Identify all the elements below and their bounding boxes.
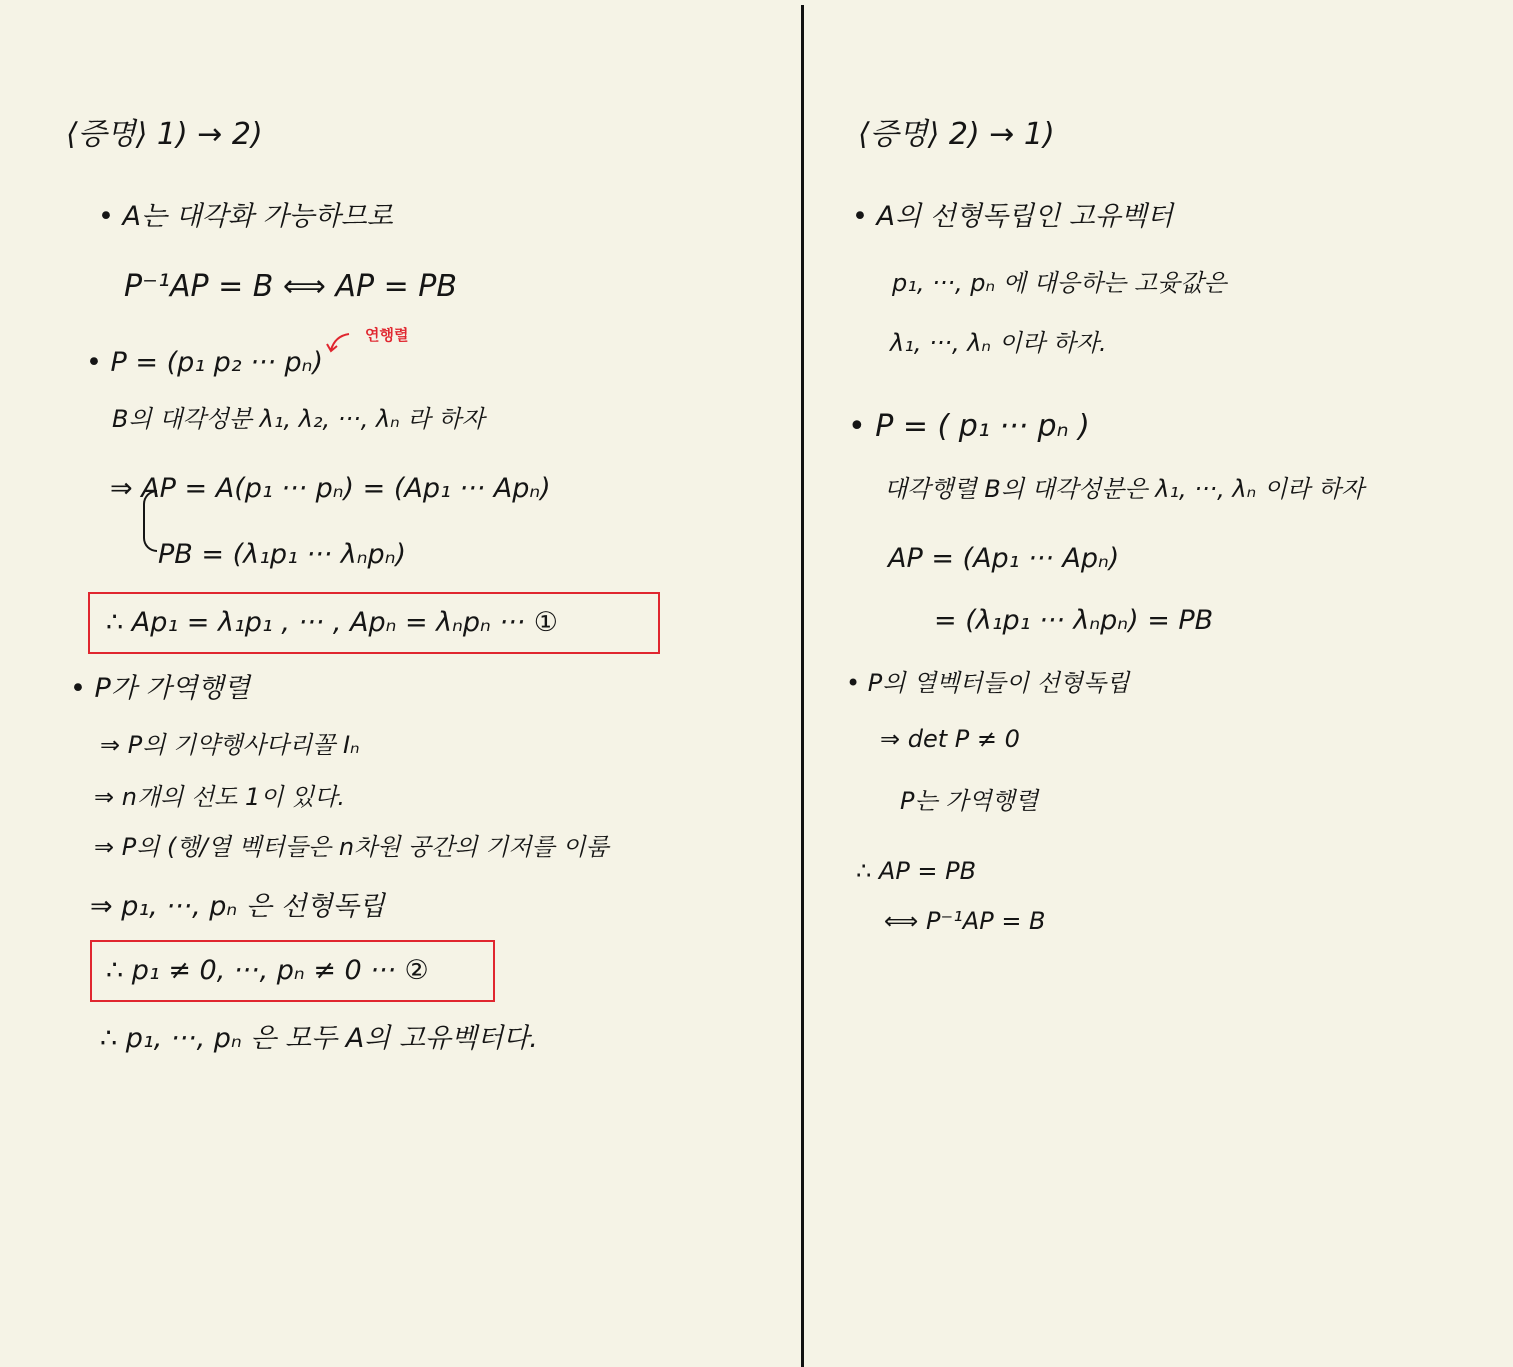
left-line-12: ∴ p₁, ···, pₙ 은 모두 A의 고유벡터다.	[100, 1023, 538, 1054]
right-line-9: ⇒ det P ≠ 0	[880, 725, 1020, 753]
box2-text: ∴ p₁ ≠ 0, ···, pₙ ≠ 0 ··· ②	[106, 955, 429, 986]
right-line-7: = (λ₁p₁ ··· λₙpₙ) = PB	[934, 605, 1214, 636]
annotation-arrow-icon	[325, 330, 355, 354]
right-line-12: ⟺ P⁻¹AP = B	[884, 907, 1046, 935]
left-line-1: • A는 대각화 가능하므로	[98, 201, 393, 232]
right-line-10: P는 가역행렬	[900, 787, 1039, 815]
right-line-6: AP = (Ap₁ ··· Apₙ)	[888, 543, 1120, 574]
left-line-4: B의 대각성분 λ₁, λ₂, ···, λₙ 라 하자	[112, 405, 485, 433]
right-line-5: 대각행렬 B의 대각성분은 λ₁, ···, λₙ 이라 하자	[884, 475, 1365, 503]
left-line-11: ⇒ p₁, ···, pₙ 은 선형독립	[90, 891, 385, 922]
column-divider	[801, 5, 804, 1367]
right-line-4: • P = ( p₁ ··· pₙ )	[848, 409, 1090, 444]
left-line-5: ⇒ AP = A(p₁ ··· pₙ) = (Ap₁ ··· Apₙ)	[110, 473, 551, 504]
left-line-7: • P가 가역행렬	[70, 673, 250, 704]
right-line-3: λ₁, ···, λₙ 이라 하자.	[890, 329, 1107, 357]
right-line-11: ∴ AP = PB	[856, 857, 977, 885]
brace-icon	[143, 490, 157, 552]
right-line-8: • P의 열벡터들이 선형독립	[846, 669, 1130, 697]
left-line-9: ⇒ n개의 선도 1이 있다.	[94, 783, 346, 811]
right-line-1: • A의 선형독립인 고유벡터	[852, 201, 1173, 232]
left-line-10: ⇒ P의 (행/열 벡터들은 n차원 공간의 기저를 이룸	[94, 833, 609, 861]
right-heading: ⟨증명⟩ 2) → 1)	[858, 117, 1055, 152]
highlight-box-1	[88, 592, 660, 654]
left-line-8: ⇒ P의 기약행사다리꼴 Iₙ	[100, 731, 360, 759]
annotation-note: 연행렬	[365, 326, 409, 344]
left-heading: ⟨증명⟩ 1) → 2)	[66, 117, 263, 152]
left-line-6: PB = (λ₁p₁ ··· λₙpₙ)	[158, 539, 406, 570]
left-line-2: P⁻¹AP = B ⟺ AP = PB	[124, 269, 457, 304]
right-line-2: p₁, ···, pₙ 에 대응하는 고윳값은	[892, 269, 1227, 297]
left-line-3: • P = (p₁ p₂ ··· pₙ)	[86, 347, 323, 378]
box1-text: ∴ Ap₁ = λ₁p₁ , ··· , Apₙ = λₙpₙ ··· ①	[106, 607, 558, 638]
highlight-box-2	[90, 940, 495, 1002]
